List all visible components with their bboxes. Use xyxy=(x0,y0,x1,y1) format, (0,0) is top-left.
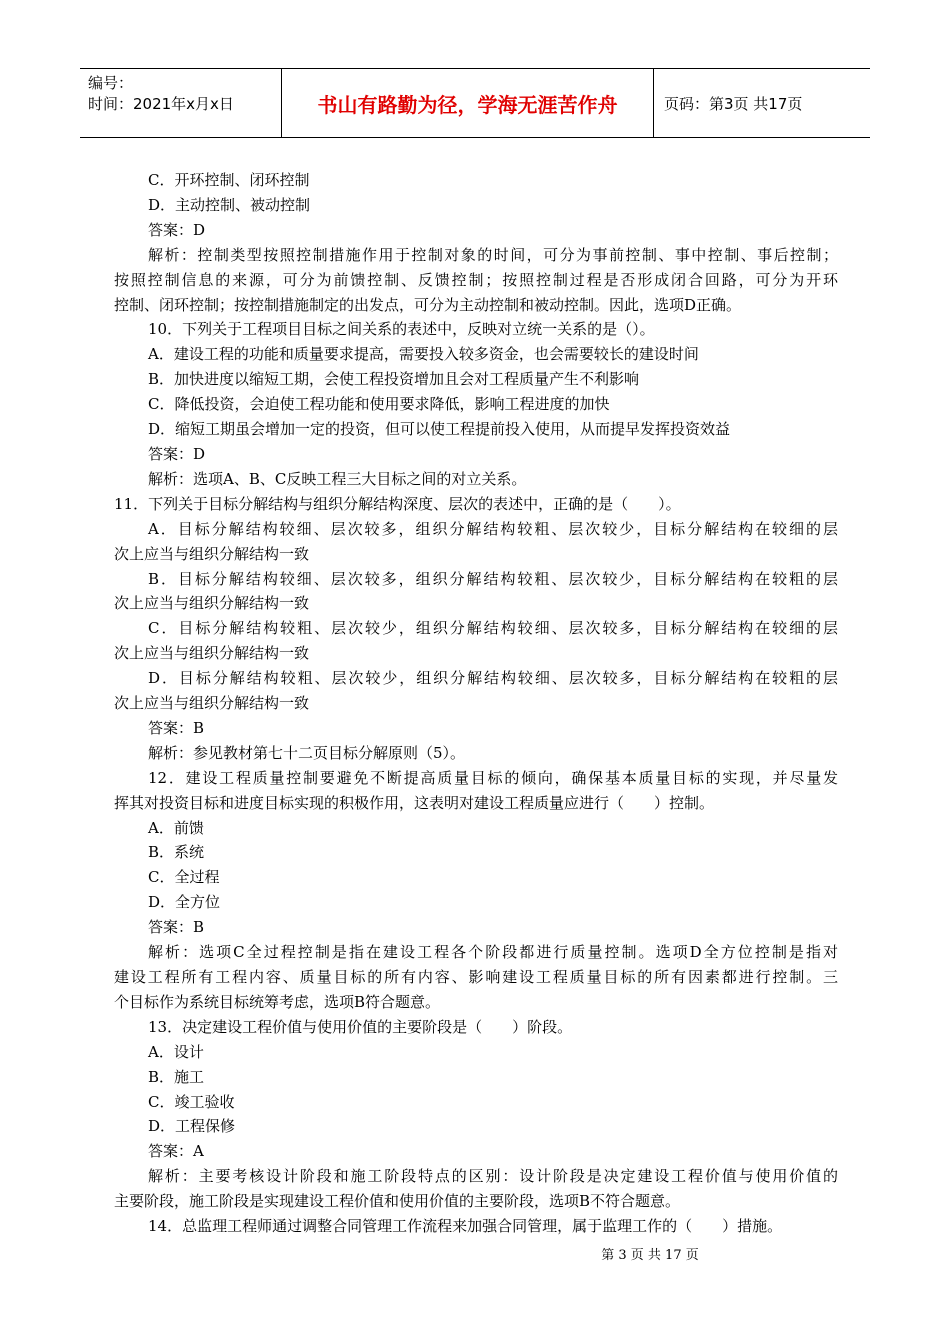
text-line: A．目标分解结构较细、层次较多，组织分解结构较粗、层次较少，目标分解结构在较细的层 xyxy=(148,519,838,538)
text-line: 次上应当与组织分解结构一致 xyxy=(114,644,310,663)
header-page-label: 页码：第3页 共17页 xyxy=(664,94,803,113)
text-line: B．系统 xyxy=(148,843,205,862)
text-line: 挥其对投资目标和进度目标实现的积极作用，这表明对建设工程质量应进行（ ）控制。 xyxy=(114,793,715,812)
text-line: D．全方位 xyxy=(148,893,221,912)
text-line: 14．总监理工程师通过调整合同管理工作流程来加强合同管理，属于监理工作的（ ）措施。 xyxy=(148,1217,783,1236)
text-line: 答案：D xyxy=(148,220,206,239)
text-line: 控制、闭环控制；按控制措施制定的出发点，可分为主动控制和被动控制。因此，选项D正确。 xyxy=(114,295,742,314)
text-line: A．前馈 xyxy=(148,818,204,837)
text-line: 解析：控制类型按照控制措施作用于控制对象的时间，可分为事前控制、事中控制、事后控制； xyxy=(148,245,838,264)
text-line: 次上应当与组织分解结构一致 xyxy=(114,544,310,563)
text-line: 12．建设工程质量控制要避免不断提高质量目标的倾向，确保基本质量目标的实现，并尽量发 xyxy=(148,768,838,787)
text-line: A．建设工程的功能和质量要求提高，需要投入较多资金，也会需要较长的建设时间 xyxy=(148,345,699,364)
text-line: B．加快进度以缩短工期，会使工程投资增加且会对工程质量产生不利影响 xyxy=(148,370,640,389)
text-line: 答案：B xyxy=(148,918,205,937)
header-motto: 书山有路勤为径，学海无涯苦作舟 xyxy=(282,69,654,137)
text-line: D．缩短工期虽会增加一定的投资，但可以使工程提前投入使用，从而提早发挥投资效益 xyxy=(148,420,731,439)
text-line: 解析：参见教材第七十二页目标分解原则（5）。 xyxy=(148,743,466,762)
text-line: C．全过程 xyxy=(148,868,220,887)
text-line: D．工程保修 xyxy=(148,1117,236,1136)
text-line: 答案：B xyxy=(148,718,205,737)
text-line: D．主动控制、被动控制 xyxy=(148,195,311,214)
text-line: 13．决定建设工程价值与使用价值的主要阶段是（ ）阶段。 xyxy=(148,1017,573,1036)
text-line: 解析：主要考核设计阶段和施工阶段特点的区别：设计阶段是决定建设工程价值与使用价值的 xyxy=(148,1167,838,1186)
text-line: 解析：选项C全过程控制是指在建设工程各个阶段都进行质量控制。选项D全方位控制是指对 xyxy=(148,943,838,962)
text-line: 答案：A xyxy=(148,1142,204,1161)
text-line: C．开环控制、闭环控制 xyxy=(148,171,310,189)
text-line: 次上应当与组织分解结构一致 xyxy=(114,694,310,713)
text-line: C．竣工验收 xyxy=(148,1092,235,1111)
header-meta xyxy=(80,69,282,137)
text-line: 10．下列关于工程项目目标之间关系的表述中，反映对立统一关系的是（）。 xyxy=(148,320,655,339)
page-footer: 第 3 页 共 17 页 xyxy=(601,1248,699,1263)
document-number-label: 编号： xyxy=(88,74,134,92)
text-line: 按照控制信息的来源，可分为前馈控制、反馈控制；按照控制过程是否形成闭合回路，可分为开环 xyxy=(114,270,838,289)
text-line: 主要阶段，施工阶段是实现建设工程价值和使用价值的主要阶段，选项B不符合题意。 xyxy=(114,1192,681,1211)
document-body xyxy=(114,168,838,1239)
text-line: 建设工程所有工程内容、质量目标的所有内容、影响建设工程质量目标的所有因素都进行控制。三 xyxy=(114,968,838,986)
page-header xyxy=(80,68,870,138)
document-date-label: 时间：2021年x月x日 xyxy=(88,95,234,113)
text-line: 答案：D xyxy=(148,444,206,463)
text-line: B．施工 xyxy=(148,1067,205,1086)
text-line: C．降低投资，会迫使工程功能和使用要求降低，影响工程进度的加快 xyxy=(148,395,610,414)
text-line: 次上应当与组织分解结构一致 xyxy=(114,594,310,613)
text-line: 个目标作为系统目标统筹考虑，选项B符合题意。 xyxy=(114,992,441,1011)
text-line: 解析：选项A、B、C反映工程三大目标之间的对立关系。 xyxy=(148,469,527,488)
text-line: B．目标分解结构较细、层次较多，组织分解结构较粗、层次较少，目标分解结构在较粗的层 xyxy=(148,569,838,588)
text-line: D．目标分解结构较粗、层次较少，组织分解结构较细、层次较多，目标分解结构在较粗的层 xyxy=(148,669,838,688)
text-line: A．设计 xyxy=(148,1042,204,1061)
text-line: C．目标分解结构较粗、层次较少，组织分解结构较细、层次较多，目标分解结构在较细的层 xyxy=(148,619,838,638)
text-line: 11．下列关于目标分解结构与组织分解结构深度、层次的表述中，正确的是（ ）。 xyxy=(114,494,681,513)
